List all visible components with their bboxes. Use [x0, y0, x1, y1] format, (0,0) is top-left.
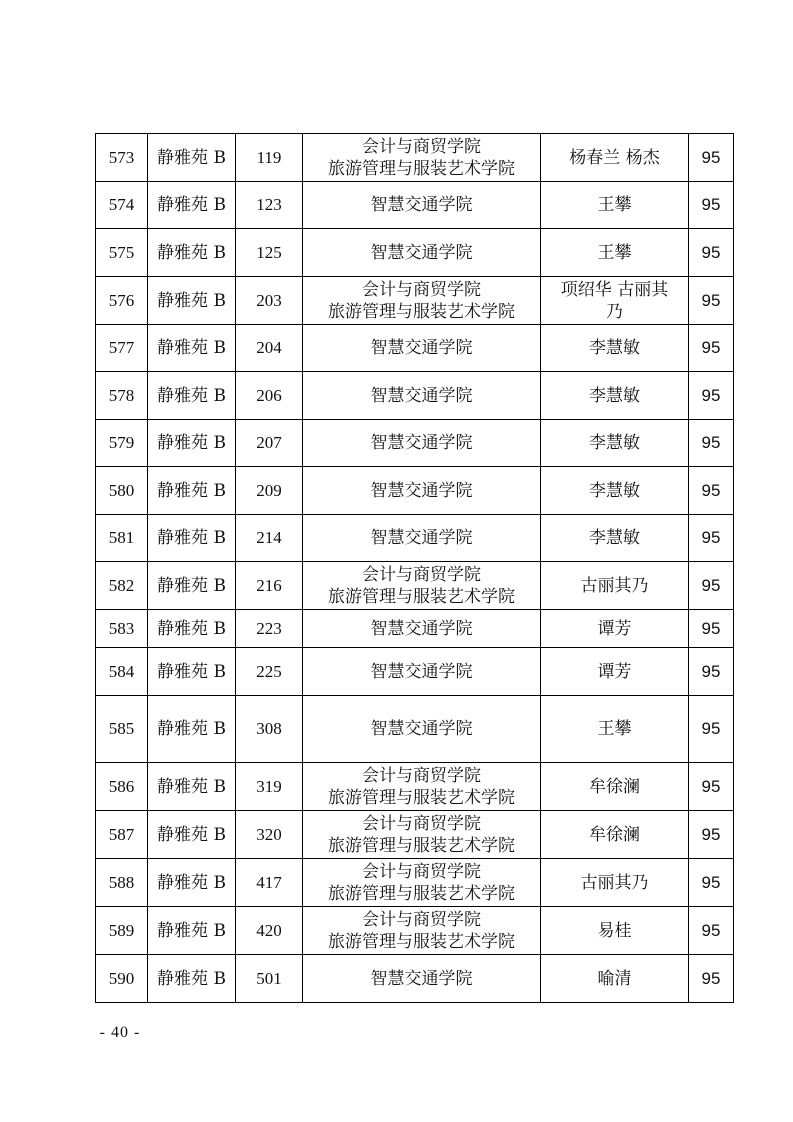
college-line: 旅游管理与服装艺术学院 — [328, 883, 515, 904]
college-line: 智慧交通学院 — [370, 661, 473, 682]
table-row — [96, 648, 734, 696]
cell-number: 580 — [96, 467, 148, 515]
cell-advisor — [541, 467, 689, 515]
college-line: 智慧交通学院 — [370, 242, 473, 263]
advisor-line: 项绍华 古丽其 — [560, 279, 669, 300]
college-line: 会计与商贸学院 — [362, 279, 481, 300]
advisor-line: 牟徐澜 — [589, 776, 640, 797]
advisor-line: 李慧敏 — [589, 385, 640, 406]
college-line: 智慧交通学院 — [370, 195, 473, 215]
table-row — [96, 277, 734, 325]
cell-college — [303, 859, 541, 907]
cell-building: 静雅苑 B — [148, 467, 236, 515]
cell-building: 静雅苑 B — [148, 372, 236, 420]
cell-college — [303, 229, 541, 277]
cell-college — [303, 277, 541, 325]
college-line: 会计与商贸学院 — [362, 909, 481, 930]
cell-score: 95 — [689, 515, 734, 562]
cell-college — [303, 515, 541, 562]
cell-advisor — [541, 955, 689, 1003]
cell-room: 207 — [236, 420, 303, 467]
cell-score: 95 — [689, 467, 734, 515]
cell-score: 95 — [689, 648, 734, 696]
cell-room: 119 — [236, 134, 303, 182]
cell-college — [303, 763, 541, 811]
cell-building: 静雅苑 B — [148, 515, 236, 562]
cell-number: 588 — [96, 859, 148, 907]
cell-advisor — [541, 325, 689, 372]
cell-college — [303, 325, 541, 372]
advisor-line: 喻清 — [597, 968, 632, 989]
cell-advisor — [541, 372, 689, 420]
cell-score: 95 — [689, 325, 734, 372]
cell-score: 95 — [689, 696, 734, 763]
cell-advisor — [541, 182, 689, 229]
advisor-line: 王攀 — [597, 195, 632, 215]
advisor-line: 李慧敏 — [589, 433, 640, 453]
cell-college — [303, 811, 541, 859]
cell-number: 578 — [96, 372, 148, 420]
advisor-line: 李慧敏 — [589, 528, 640, 548]
cell-building: 静雅苑 B — [148, 277, 236, 325]
college-line: 智慧交通学院 — [370, 433, 473, 453]
cell-room: 319 — [236, 763, 303, 811]
college-line: 智慧交通学院 — [370, 618, 473, 639]
cell-room: 214 — [236, 515, 303, 562]
cell-building: 静雅苑 B — [148, 648, 236, 696]
college-line: 旅游管理与服装艺术学院 — [328, 787, 515, 808]
cell-college — [303, 420, 541, 467]
college-line: 智慧交通学院 — [370, 480, 473, 501]
cell-number: 576 — [96, 277, 148, 325]
table-row — [96, 859, 734, 907]
college-line: 智慧交通学院 — [370, 385, 473, 406]
cell-room: 223 — [236, 610, 303, 648]
cell-number: 574 — [96, 182, 148, 229]
advisor-line: 谭芳 — [597, 661, 632, 682]
advisor-line: 王攀 — [597, 242, 632, 263]
cell-number: 590 — [96, 955, 148, 1003]
cell-advisor — [541, 610, 689, 648]
cell-advisor — [541, 696, 689, 763]
table-body — [96, 134, 734, 1003]
cell-score: 95 — [689, 763, 734, 811]
cell-advisor — [541, 859, 689, 907]
cell-number: 589 — [96, 907, 148, 955]
college-line: 会计与商贸学院 — [362, 861, 481, 882]
cell-score: 95 — [689, 420, 734, 467]
college-line: 旅游管理与服装艺术学院 — [328, 586, 515, 607]
cell-score: 95 — [689, 229, 734, 277]
cell-number: 587 — [96, 811, 148, 859]
cell-advisor — [541, 763, 689, 811]
cell-room: 501 — [236, 955, 303, 1003]
cell-advisor — [541, 811, 689, 859]
cell-room: 203 — [236, 277, 303, 325]
page-number: - 40 - — [99, 1024, 141, 1041]
table-row — [96, 696, 734, 763]
cell-advisor — [541, 515, 689, 562]
cell-room: 123 — [236, 182, 303, 229]
college-line: 会计与商贸学院 — [362, 136, 481, 157]
cell-room: 320 — [236, 811, 303, 859]
cell-number: 582 — [96, 562, 148, 610]
cell-number: 583 — [96, 610, 148, 648]
college-line: 会计与商贸学院 — [362, 765, 481, 786]
advisor-line: 古丽其乃 — [580, 872, 649, 893]
cell-room: 308 — [236, 696, 303, 763]
college-line: 智慧交通学院 — [370, 719, 473, 739]
cell-number: 573 — [96, 134, 148, 182]
cell-number: 585 — [96, 696, 148, 763]
cell-score: 95 — [689, 372, 734, 420]
cell-college — [303, 648, 541, 696]
table-row — [96, 955, 734, 1003]
table-row — [96, 372, 734, 420]
table-row — [96, 562, 734, 610]
cell-college — [303, 372, 541, 420]
table-row — [96, 515, 734, 562]
table-row — [96, 229, 734, 277]
cell-advisor — [541, 907, 689, 955]
cell-building: 静雅苑 B — [148, 229, 236, 277]
cell-building: 静雅苑 B — [148, 134, 236, 182]
advisor-line: 古丽其乃 — [580, 575, 649, 596]
cell-building: 静雅苑 B — [148, 562, 236, 610]
cell-building: 静雅苑 B — [148, 325, 236, 372]
college-line: 旅游管理与服装艺术学院 — [328, 835, 515, 856]
cell-number: 577 — [96, 325, 148, 372]
cell-room: 216 — [236, 562, 303, 610]
advisor-line: 王攀 — [597, 719, 632, 739]
cell-number: 579 — [96, 420, 148, 467]
cell-building: 静雅苑 B — [148, 859, 236, 907]
cell-score: 95 — [689, 859, 734, 907]
advisor-line: 乃 — [606, 301, 623, 322]
cell-building: 静雅苑 B — [148, 907, 236, 955]
college-line: 旅游管理与服装艺术学院 — [328, 301, 515, 322]
cell-score: 95 — [689, 610, 734, 648]
cell-advisor — [541, 277, 689, 325]
cell-college — [303, 134, 541, 182]
cell-room: 417 — [236, 859, 303, 907]
cell-room: 204 — [236, 325, 303, 372]
cell-advisor — [541, 229, 689, 277]
college-line: 智慧交通学院 — [370, 528, 473, 548]
cell-college — [303, 467, 541, 515]
cell-advisor — [541, 648, 689, 696]
advisor-line: 李慧敏 — [589, 480, 640, 501]
cell-building: 静雅苑 B — [148, 420, 236, 467]
table-row — [96, 325, 734, 372]
dormitory-score-table — [95, 133, 734, 1003]
cell-room: 225 — [236, 648, 303, 696]
cell-room: 209 — [236, 467, 303, 515]
advisor-line: 杨春兰 杨杰 — [569, 147, 660, 168]
cell-score: 95 — [689, 907, 734, 955]
table-row — [96, 182, 734, 229]
table-row — [96, 907, 734, 955]
cell-number: 584 — [96, 648, 148, 696]
cell-building: 静雅苑 B — [148, 696, 236, 763]
cell-college — [303, 955, 541, 1003]
cell-college — [303, 182, 541, 229]
college-line: 智慧交通学院 — [370, 968, 473, 989]
college-line: 旅游管理与服装艺术学院 — [328, 158, 515, 179]
cell-score: 95 — [689, 811, 734, 859]
table-row — [96, 467, 734, 515]
cell-building: 静雅苑 B — [148, 610, 236, 648]
college-line: 会计与商贸学院 — [362, 564, 481, 585]
college-line: 智慧交通学院 — [370, 338, 473, 358]
cell-room: 420 — [236, 907, 303, 955]
cell-building: 静雅苑 B — [148, 182, 236, 229]
table-row — [96, 763, 734, 811]
advisor-line: 李慧敏 — [589, 338, 640, 358]
cell-score: 95 — [689, 134, 734, 182]
cell-score: 95 — [689, 182, 734, 229]
table-row — [96, 610, 734, 648]
college-line: 会计与商贸学院 — [362, 813, 481, 834]
cell-college — [303, 696, 541, 763]
cell-college — [303, 907, 541, 955]
cell-score: 95 — [689, 955, 734, 1003]
cell-building: 静雅苑 B — [148, 811, 236, 859]
table-row — [96, 420, 734, 467]
cell-advisor — [541, 420, 689, 467]
table-row — [96, 134, 734, 182]
cell-score: 95 — [689, 277, 734, 325]
cell-number: 586 — [96, 763, 148, 811]
table-row — [96, 811, 734, 859]
cell-building: 静雅苑 B — [148, 763, 236, 811]
cell-college — [303, 562, 541, 610]
cell-building: 静雅苑 B — [148, 955, 236, 1003]
advisor-line: 牟徐澜 — [589, 824, 640, 845]
cell-number: 581 — [96, 515, 148, 562]
college-line: 旅游管理与服装艺术学院 — [328, 931, 515, 952]
cell-number: 575 — [96, 229, 148, 277]
cell-room: 206 — [236, 372, 303, 420]
cell-college — [303, 610, 541, 648]
cell-room: 125 — [236, 229, 303, 277]
cell-advisor — [541, 134, 689, 182]
cell-score: 95 — [689, 562, 734, 610]
advisor-line: 易桂 — [597, 920, 632, 941]
advisor-line: 谭芳 — [597, 618, 632, 639]
cell-advisor — [541, 562, 689, 610]
